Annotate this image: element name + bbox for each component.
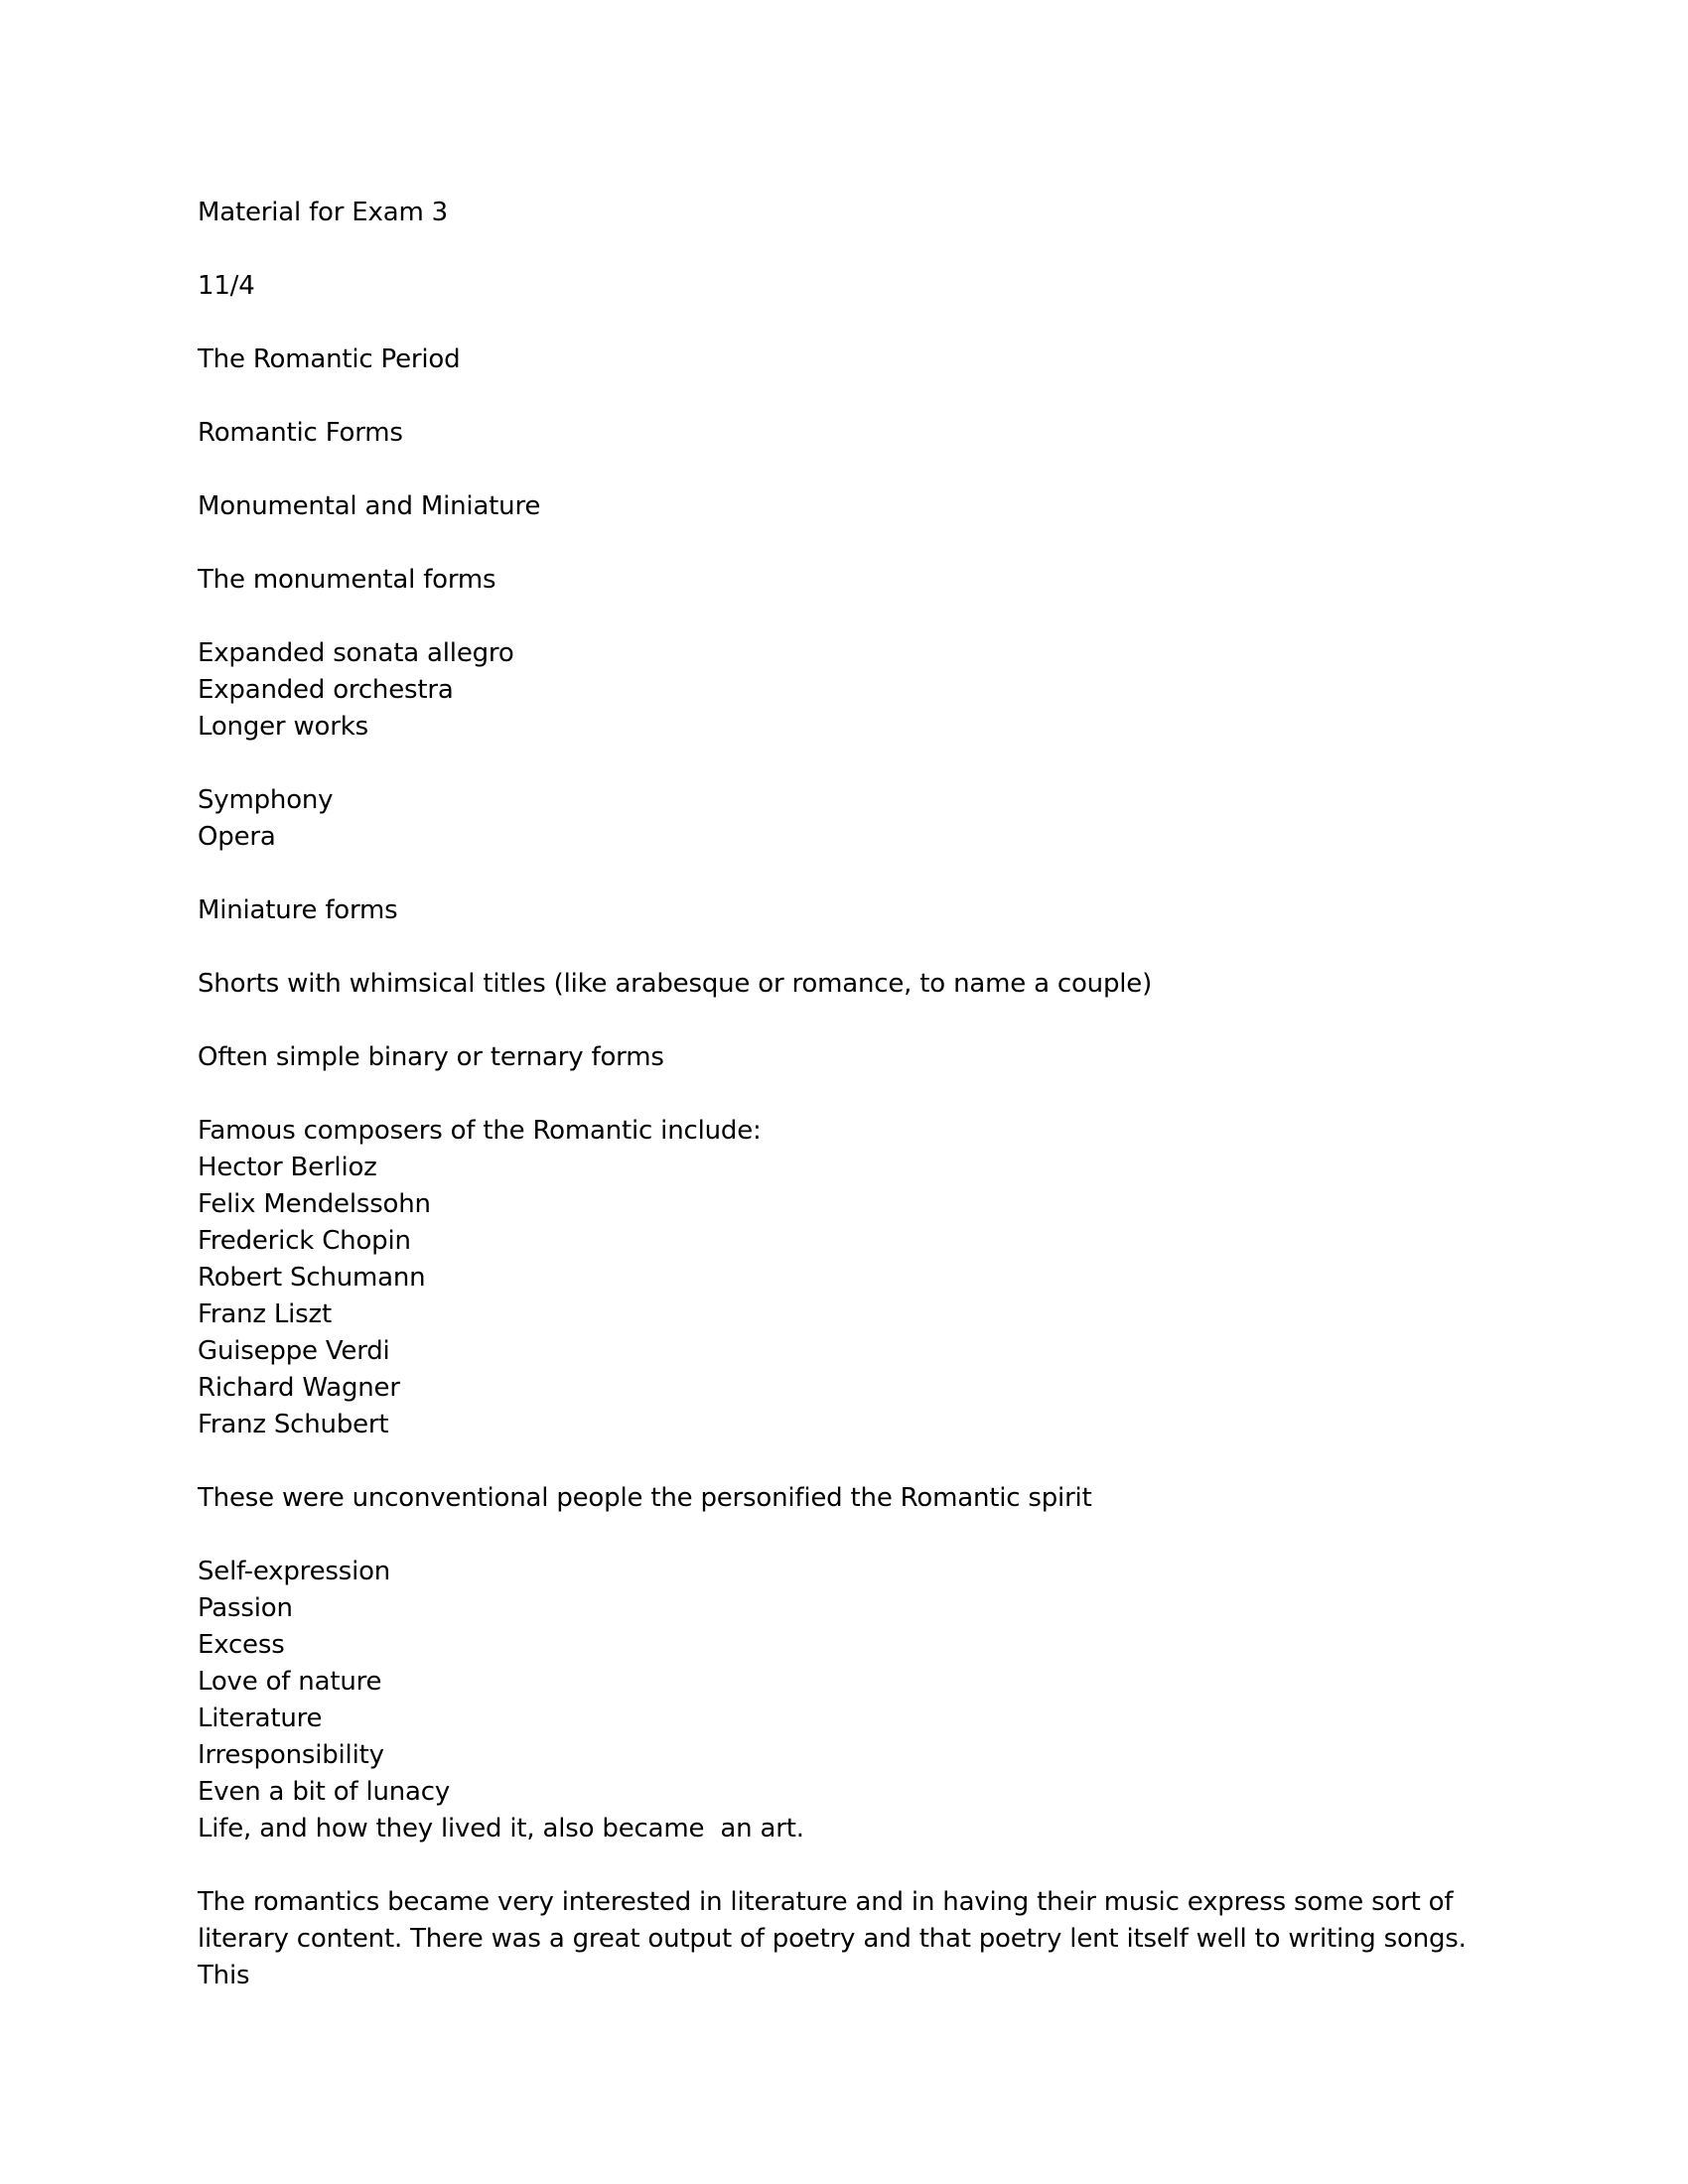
miniature-heading: Miniature forms [198,895,398,925]
spacer [198,1847,1508,1884]
spacer [198,305,1508,341]
spacer [198,929,1508,966]
list-item: Franz Schubert [198,1410,389,1439]
composers-intro: Famous composers of the Romantic include: [198,1116,762,1146]
paragraph-line: The romantics became very interested in literature and in having their music express some sort of [198,1887,1454,1917]
spacer [198,599,1508,635]
miniature-form-note: Often simple binary or ternary forms [198,1042,664,1072]
monumental-examples-list [198,782,1508,856]
traits-list [198,1554,1508,1847]
spacer [198,525,1508,562]
list-item: Opera [198,822,276,852]
list-item: Longer works [198,712,368,742]
list-item: Passion [198,1593,293,1623]
spacer [198,1517,1508,1554]
list-item: Even a bit of lunacy [198,1777,451,1807]
list-item: Excess [198,1630,285,1660]
list-item: Hector Berlioz [198,1153,377,1182]
spacer [198,856,1508,892]
monumental-features-list [198,635,1508,746]
list-item: Love of nature [198,1667,382,1697]
spirit-statement: These were unconventional people the personified the Romantic spirit [198,1483,1092,1513]
forms-heading: Romantic Forms [198,418,403,448]
list-item: Literature [198,1704,323,1733]
forms-subheading: Monumental and Miniature [198,491,541,521]
spacer [198,1076,1508,1113]
spacer [198,231,1508,268]
list-item: Self-expression [198,1557,391,1586]
spacer [198,746,1508,782]
list-item: Symphony [198,785,334,815]
literature-paragraph [198,1884,1508,1994]
miniature-description: Shorts with whimsical titles (like arabesque or romance, to name a couple) [198,969,1153,999]
period-heading: The Romantic Period [198,344,461,374]
list-item: Richard Wagner [198,1373,400,1403]
paragraph-line: literary content. There was a great output of poetry and that poetry lent itself well to writing songs. This [198,1924,1475,1990]
spacer [198,452,1508,488]
composers-list [198,1150,1508,1443]
list-item: Guiseppe Verdi [198,1336,390,1366]
list-item: Franz Liszt [198,1299,332,1329]
list-item: Irresponsibility [198,1740,384,1770]
list-item: Expanded orchestra [198,675,454,705]
monumental-heading: The monumental forms [198,565,496,595]
spacer [198,378,1508,415]
list-item: Robert Schumann [198,1263,426,1293]
list-item: Felix Mendelssohn [198,1189,431,1219]
list-item: Frederick Chopin [198,1226,411,1256]
document-title: Material for Exam 3 [198,198,448,227]
spacer [198,1003,1508,1039]
document-body [198,195,1508,1994]
spacer [198,1443,1508,1480]
lecture-date: 11/4 [198,271,255,301]
list-item: Expanded sonata allegro [198,638,514,668]
list-item: Life, and how they lived it, also became an art. [198,1814,804,1843]
